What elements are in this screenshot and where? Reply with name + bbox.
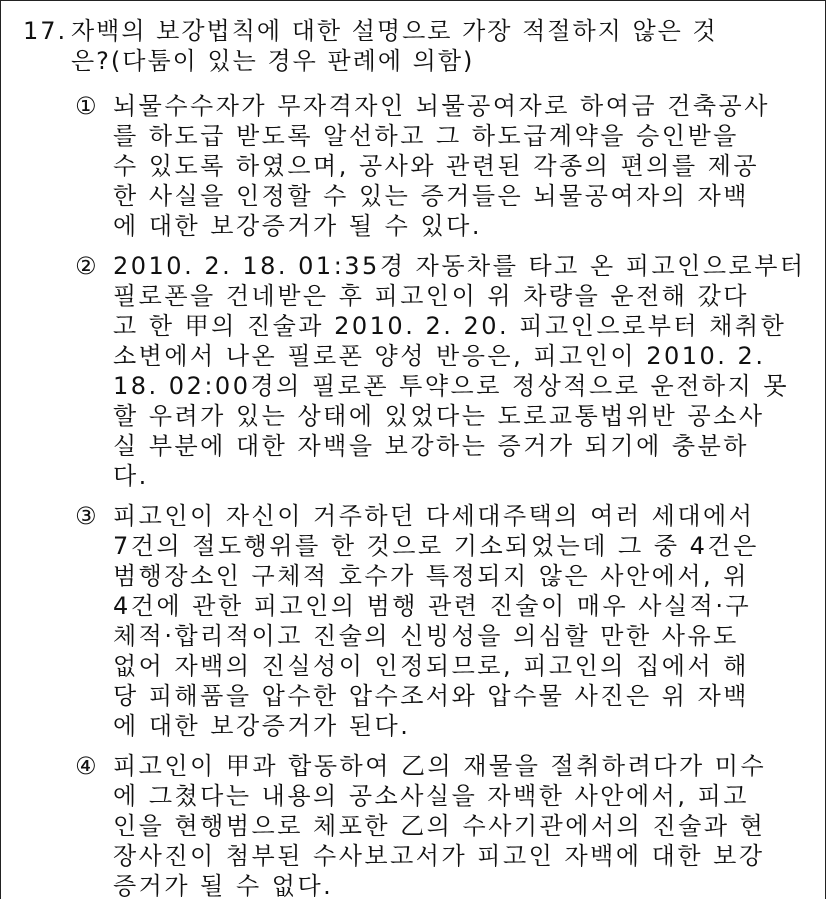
option-line: 에 그쳤다는 내용의 공소사실을 자백한 사안에서, 피고 [113, 782, 749, 810]
option-line: 4건에 관한 피고인의 범행 관련 진술이 매우 사실적·구 [113, 592, 752, 620]
option-line: 피고인이 자신이 거주하던 다세대주택의 여러 세대에서 [113, 502, 755, 530]
question-stem-line-2: 은?(다툼이 있는 경우 판례에 의함) [71, 47, 475, 75]
option-line: 없어 자백의 진실성이 인정되므로, 피고인의 집에서 해 [113, 652, 749, 680]
option-line: 7건의 절도행위를 한 것으로 기소되었는데 그 중 4건은 [113, 532, 759, 560]
option-marker: ② [75, 252, 97, 280]
option-line: 18. 02:00경의 필로폰 투약으로 정상적으로 운전하지 못 [113, 372, 790, 400]
option-line: 한 사실을 인정할 수 있는 증거들은 뇌물공여자의 자백 [113, 182, 749, 210]
option-line: 할 우려가 있는 상태에 있었다는 도로교통법위반 공소사 [113, 402, 765, 430]
option-line: 범행장소인 구체적 호수가 특정되지 않은 사안에서, 위 [113, 562, 749, 590]
option-line: 고 한 甲의 진술과 2010. 2. 20. 피고인으로부터 채취한 [113, 312, 787, 340]
option-line: 뇌물수수자가 무자격자인 뇌물공여자로 하여금 건축공사 [113, 92, 770, 120]
option-line: 필로폰을 건네받은 후 피고인이 위 차량을 운전해 갔다 [113, 282, 749, 310]
option-line: 실 부분에 대한 자백을 보강하는 증거가 되기에 충분하 [113, 432, 749, 460]
option-marker: ③ [75, 502, 97, 530]
option-line: 다. [113, 462, 149, 490]
option-line: 소변에서 나온 필로폰 양성 반응은, 피고인이 2010. 2. [113, 342, 766, 370]
option-line: 증거가 될 수 없다. [113, 872, 334, 900]
option-line: 에 대한 보강증거가 될 수 있다. [113, 212, 482, 240]
option-line: 인을 현행범으로 체포한 乙의 수사기관에서의 진술과 현 [113, 812, 766, 840]
option-line: 장사진이 첨부된 수사보고서가 피고인 자백에 대한 보강 [113, 842, 765, 870]
option-line: 피고인이 甲과 합동하여 乙의 재물을 절취하려다가 미수 [113, 752, 767, 780]
option-marker: ④ [75, 752, 97, 780]
option-line: 를 하도급 받도록 알선하고 그 하도급계약을 승인받을 [113, 122, 739, 150]
option-line: 당 피해품을 압수한 압수조서와 압수물 사진은 위 자백 [113, 682, 749, 710]
option-line: 체적·합리적이고 진술의 신빙성을 의심할 만한 사유도 [113, 622, 739, 650]
question-stem-line-1: 자백의 보강법칙에 대한 설명으로 가장 적절하지 않은 것 [71, 17, 718, 45]
option-line: 에 대한 보강증거가 된다. [113, 712, 411, 740]
question-number: 17. [23, 17, 68, 45]
option-line: 수 있도록 하였으며, 공사와 관련된 각종의 편의를 제공 [113, 152, 760, 180]
option-marker: ① [75, 92, 97, 120]
option-line: 2010. 2. 18. 01:35경 자동차를 타고 온 피고인으로부터 [113, 252, 806, 280]
